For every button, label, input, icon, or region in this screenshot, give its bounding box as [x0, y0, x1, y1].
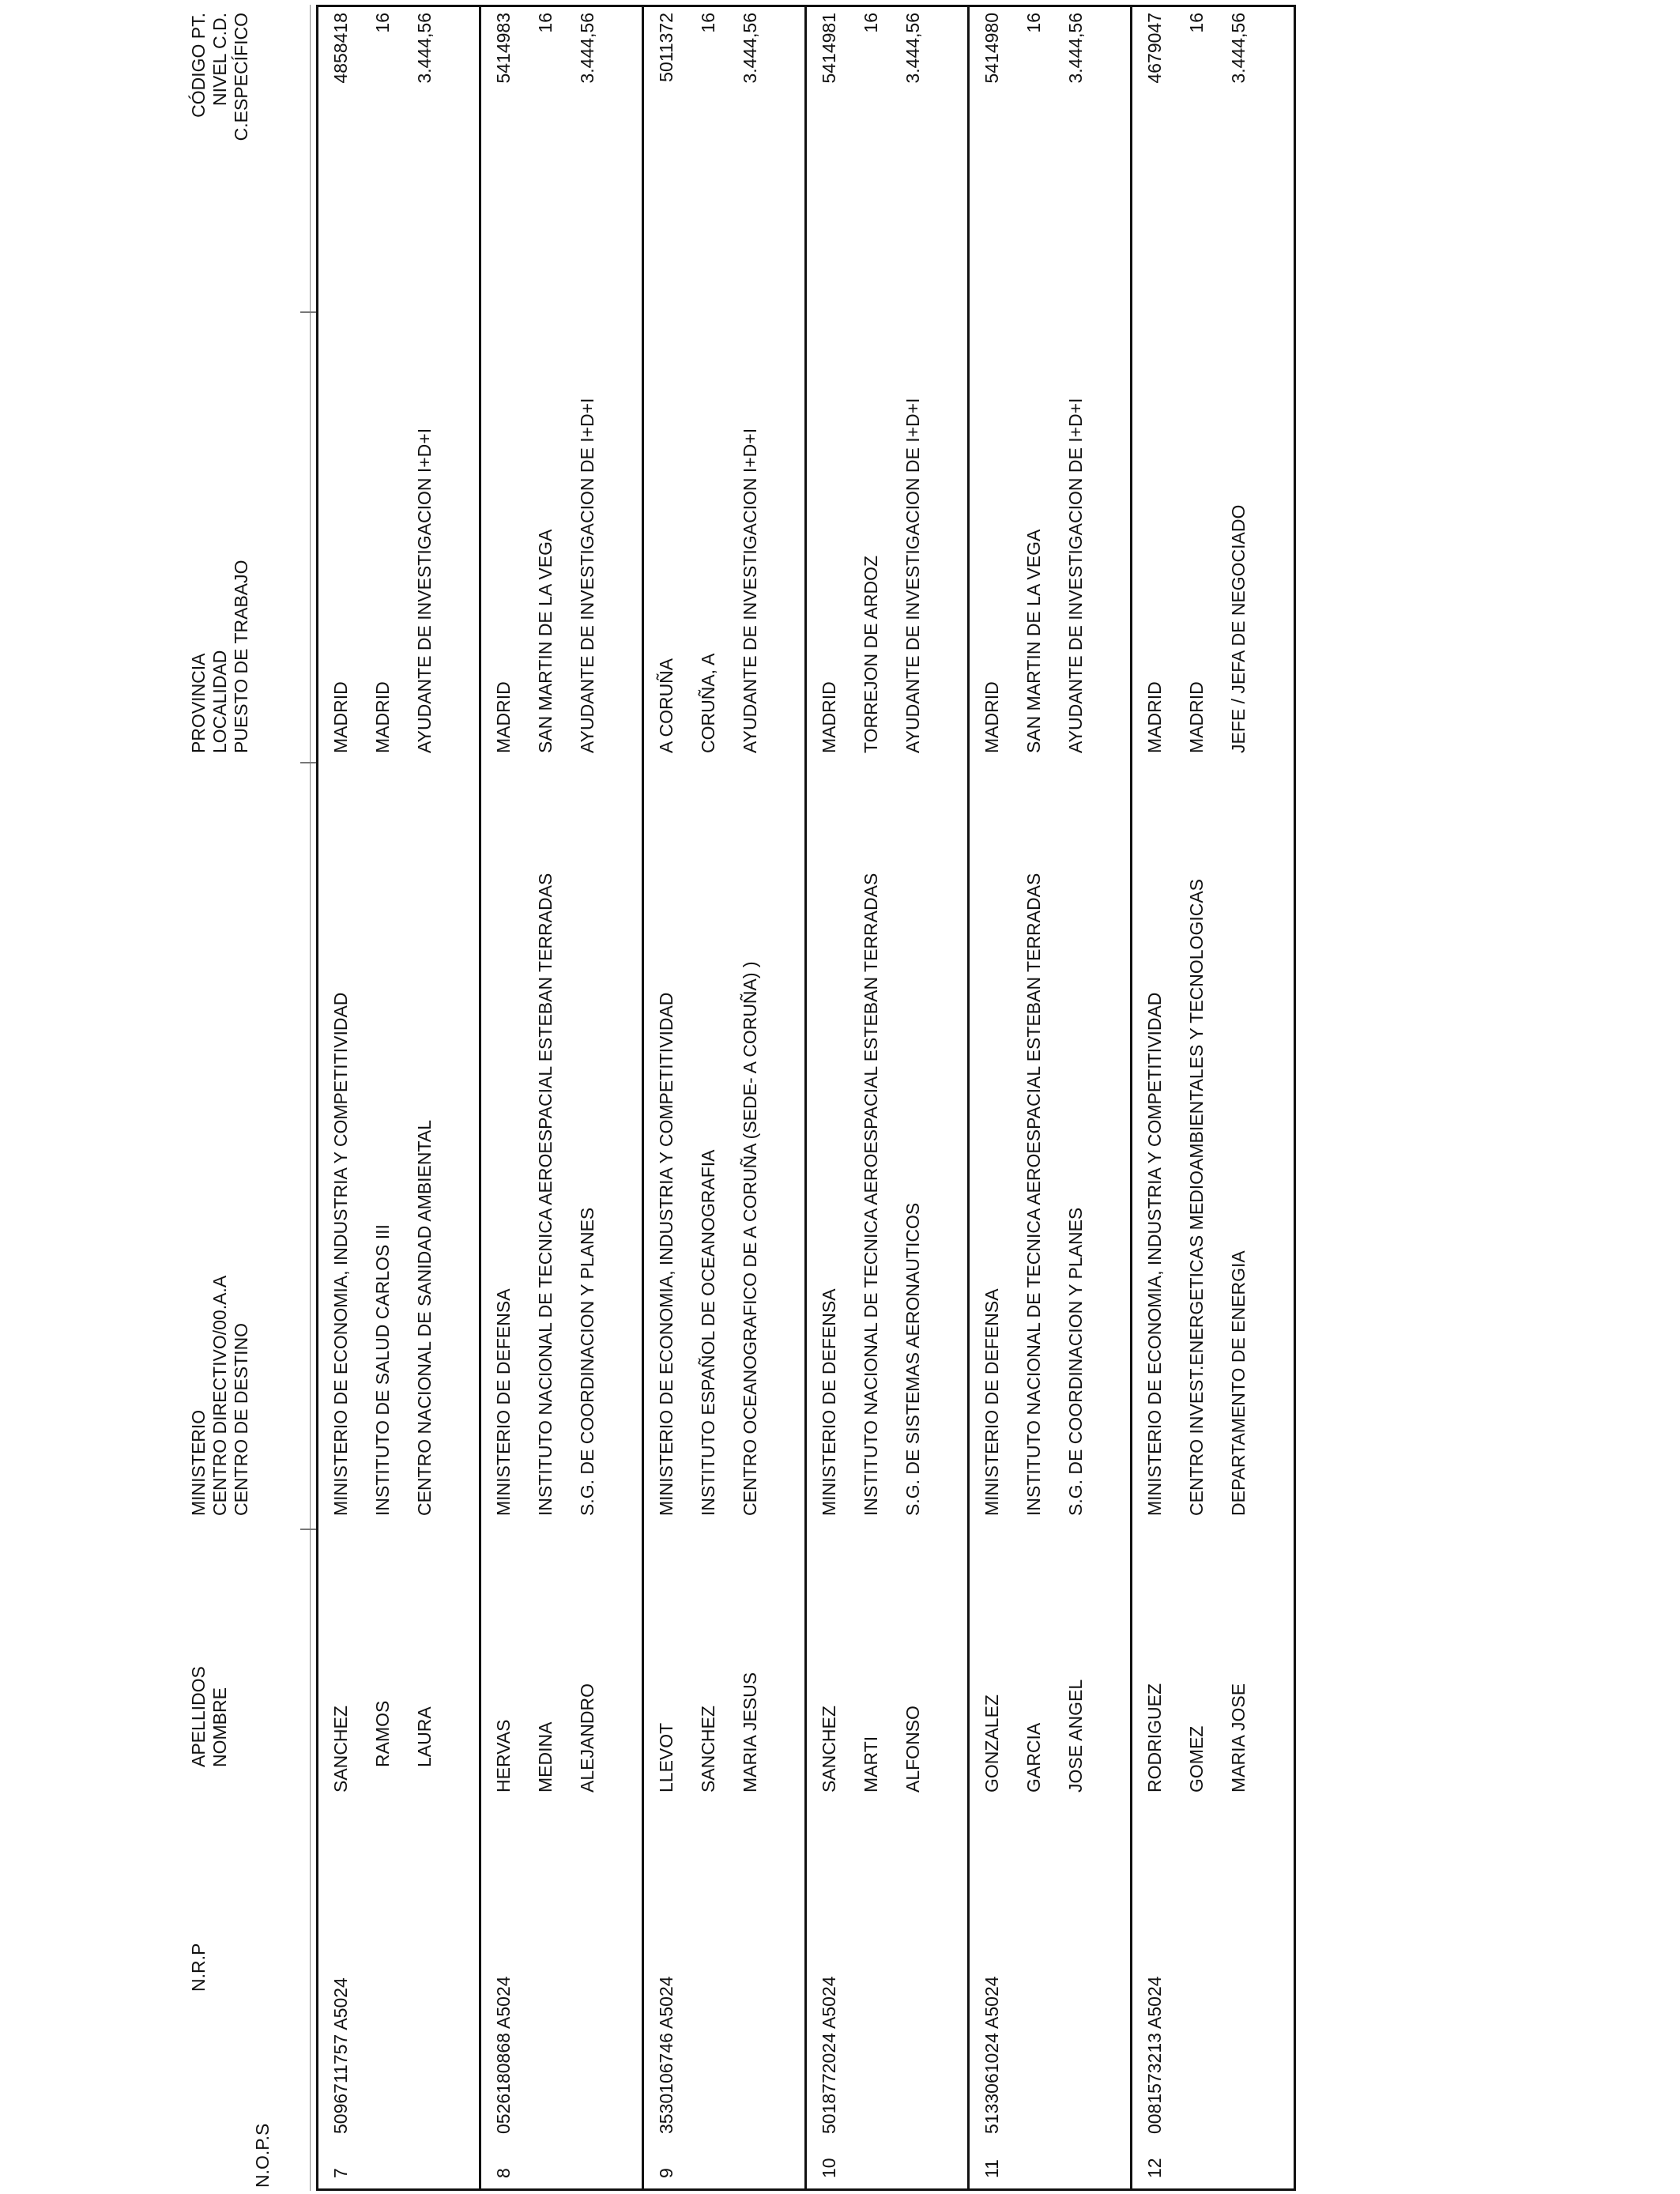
column-tick	[300, 762, 316, 763]
record-localidad: SAN MARTIN DE LA VEGA	[535, 529, 556, 753]
record-nivel: 16	[1023, 13, 1044, 33]
record-centro-destino: S.G. DE COORDINACION Y PLANES	[1065, 1207, 1086, 1516]
record-provincia: MADRID	[1144, 681, 1165, 753]
header-nops: N.O.P.S	[252, 2123, 273, 2188]
record-provincia: MADRID	[493, 681, 514, 753]
record-centro-destino: CENTRO NACIONAL DE SANIDAD AMBIENTAL	[414, 1120, 435, 1516]
record-puesto: AYUDANTE DE INVESTIGACION I+D+I	[414, 428, 435, 753]
record-centro-directivo: INSTITUTO ESPAÑOL DE OCEANOGRAFIA	[698, 1149, 718, 1516]
header-especifico: C.ESPECÍFICO	[231, 13, 251, 141]
record-centro-destino: DEPARTAMENTO DE ENERGIA	[1228, 1250, 1249, 1516]
column-tick	[300, 1529, 316, 1530]
record-centro-directivo: INSTITUTO NACIONAL DE TECNICA AEROESPACIAL ESTEBAN TERRADAS	[1023, 873, 1044, 1516]
record-puesto: AYUDANTE DE INVESTIGACION I+D+I	[740, 428, 760, 753]
record-surname2: GARCIA	[1023, 1722, 1044, 1793]
record-nrp: 5018772024 A5024	[819, 1976, 839, 2134]
record-surname2: MEDINA	[535, 1721, 556, 1793]
record-surname2: SANCHEZ	[698, 1706, 718, 1793]
record-firstname: MARIA JOSE	[1228, 1683, 1249, 1793]
record-nrp: 5133061024 A5024	[981, 1976, 1002, 2134]
record-nops: 7	[330, 2168, 351, 2178]
record-puesto: AYUDANTE DE INVESTIGACION DE I+D+I	[902, 398, 923, 753]
header-centro-destino: CENTRO DE DESTINO	[231, 1322, 251, 1516]
record-firstname: JOSE ANGEL	[1065, 1679, 1086, 1793]
row-divider	[967, 5, 970, 2191]
record-ministerio: MINISTERIO DE DEFENSA	[819, 1288, 839, 1516]
row-divider	[1130, 5, 1132, 2191]
header-localidad: LOCALIDAD	[209, 650, 230, 753]
record-firstname: ALFONSO	[902, 1706, 923, 1793]
header-nombre: NOMBRE	[209, 1687, 230, 1767]
record-nivel: 16	[1186, 13, 1207, 33]
record-especifico: 3.444,56	[1228, 13, 1249, 84]
record-puesto: JEFE / JEFA DE NEGOCIADO	[1228, 504, 1249, 753]
record-centro-destino: S.G. DE SISTEMAS AERONAUTICOS	[902, 1202, 923, 1516]
row-divider	[804, 5, 807, 2191]
record-ministerio: MINISTERIO DE ECONOMIA, INDUSTRIA Y COMPETITIVIDAD	[1144, 992, 1165, 1516]
record-especifico: 3.444,56	[902, 13, 923, 84]
record-firstname: ALEJANDRO	[577, 1683, 597, 1793]
record-localidad: TORREJON DE ARDOZ	[861, 555, 881, 753]
record-codigo: 5414981	[819, 13, 839, 84]
record-centro-directivo: INSTITUTO DE SALUD CARLOS III	[372, 1224, 393, 1516]
record-nrp: 0526180868 A5024	[493, 1976, 514, 2134]
row-divider	[479, 5, 481, 2191]
record-centro-destino: CENTRO OCEANOGRAFICO DE A CORUÑA (SEDE- A CORUÑA) )	[740, 961, 760, 1516]
record-codigo: 4679047	[1144, 13, 1165, 84]
record-surname1: SANCHEZ	[330, 1706, 351, 1793]
record-centro-directivo: INSTITUTO NACIONAL DE TECNICA AEROESPACIAL ESTEBAN TERRADAS	[861, 873, 881, 1516]
record-nrp: 3530106746 A5024	[656, 1976, 676, 2134]
record-ministerio: MINISTERIO DE ECONOMIA, INDUSTRIA Y COMPETITIVIDAD	[656, 992, 676, 1516]
record-ministerio: MINISTERIO DE DEFENSA	[981, 1288, 1002, 1516]
header-apellidos: APELLIDOS	[188, 1666, 209, 1767]
record-especifico: 3.444,56	[577, 13, 597, 84]
row-divider	[642, 5, 644, 2191]
header-puesto: PUESTO DE TRABAJO	[231, 560, 251, 753]
record-especifico: 3.444,56	[740, 13, 760, 84]
record-provincia: MADRID	[819, 681, 839, 753]
record-localidad: CORUÑA, A	[698, 653, 718, 753]
record-ministerio: MINISTERIO DE ECONOMIA, INDUSTRIA Y COMPETITIVIDAD	[330, 992, 351, 1516]
record-surname2: GOMEZ	[1186, 1725, 1207, 1793]
record-codigo: 5414980	[981, 13, 1002, 84]
record-provincia: MADRID	[981, 681, 1002, 753]
record-nrp: 0081573213 A5024	[1144, 1976, 1165, 2134]
record-surname2: MARTI	[861, 1736, 881, 1793]
record-nivel: 16	[535, 13, 556, 33]
header-centro-directivo: CENTRO DIRECTIVO/00.A.A	[209, 1275, 230, 1516]
record-nivel: 16	[698, 13, 718, 33]
record-localidad: MADRID	[1186, 681, 1207, 753]
record-centro-directivo: CENTRO INVEST.ENERGETICAS MEDIOAMBIENTALES Y TECNOLOGICAS	[1186, 878, 1207, 1516]
record-surname1: GONZALEZ	[981, 1695, 1002, 1793]
record-surname1: SANCHEZ	[819, 1706, 839, 1793]
record-nops: 8	[493, 2168, 514, 2178]
record-puesto: AYUDANTE DE INVESTIGACION DE I+D+I	[1065, 398, 1086, 753]
record-nops: 12	[1144, 2158, 1165, 2178]
record-nops: 9	[656, 2168, 676, 2178]
record-provincia: A CORUÑA	[656, 658, 676, 753]
record-especifico: 3.444,56	[414, 13, 435, 84]
record-especifico: 3.444,56	[1065, 13, 1086, 84]
header-nivel: NIVEL C.D.	[209, 13, 230, 107]
record-nrp: 5096711757 A5024	[330, 1977, 351, 2134]
header-rule	[310, 5, 311, 2191]
record-surname1: HERVAS	[493, 1719, 514, 1793]
record-centro-directivo: INSTITUTO NACIONAL DE TECNICA AEROESPACIAL ESTEBAN TERRADAS	[535, 873, 556, 1516]
header-nrp: N.R.P	[188, 1943, 209, 1992]
record-localidad: SAN MARTIN DE LA VEGA	[1023, 529, 1044, 753]
record-localidad: MADRID	[372, 681, 393, 753]
record-surname1: RODRIGUEZ	[1144, 1683, 1165, 1793]
record-ministerio: MINISTERIO DE DEFENSA	[493, 1288, 514, 1516]
record-puesto: AYUDANTE DE INVESTIGACION DE I+D+I	[577, 398, 597, 753]
header-codigo: CÓDIGO PT.	[188, 13, 209, 118]
record-nops: 10	[819, 2158, 839, 2178]
record-codigo: 4858418	[330, 13, 351, 84]
header-ministerio: MINISTERIO	[188, 1409, 209, 1516]
record-nivel: 16	[372, 13, 393, 33]
record-surname2: RAMOS	[372, 1700, 393, 1767]
column-tick	[300, 311, 316, 313]
record-firstname: LAURA	[414, 1706, 435, 1767]
record-nops: 11	[981, 2159, 1002, 2178]
record-provincia: MADRID	[330, 681, 351, 753]
record-codigo: 5414983	[493, 13, 514, 84]
record-codigo: 5011372	[656, 13, 676, 82]
record-firstname: MARIA JESUS	[740, 1672, 760, 1793]
record-surname1: LLEVOT	[656, 1722, 676, 1793]
record-centro-destino: S.G. DE COORDINACION Y PLANES	[577, 1207, 597, 1516]
header-provincia: PROVINCIA	[188, 653, 209, 753]
record-nivel: 16	[861, 13, 881, 33]
